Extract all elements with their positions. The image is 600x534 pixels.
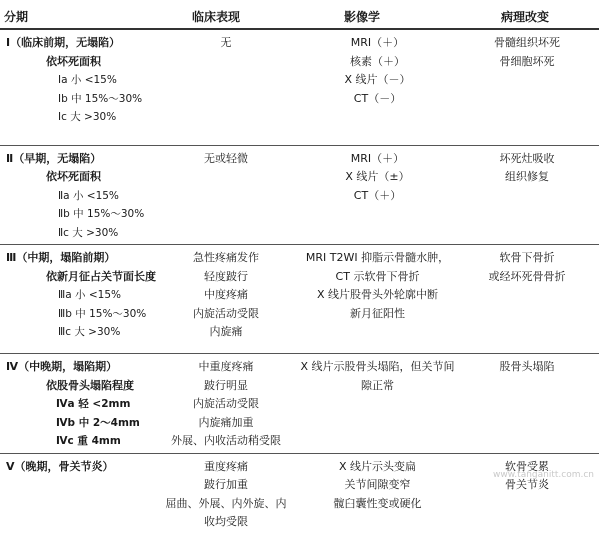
clinical-line: 外展、内收活动稍受限 (171, 434, 281, 447)
pathology-line: 软骨下骨折 (499, 251, 555, 264)
stage-title: Ⅱ（早期，无塌陷） (6, 151, 102, 165)
clinical-line: 内旋痛 (209, 325, 243, 338)
table-body (0, 29, 599, 534)
pathology-line: 股骨头塌陷 (499, 360, 555, 373)
clinical-line: 内旋痛加重 (198, 415, 254, 429)
clinical-cell (152, 29, 300, 145)
header-imaging: 影像学 (300, 4, 455, 29)
clinical-line: 无 (220, 36, 232, 49)
clinical-line: 跛行加重 (204, 478, 248, 491)
clinical-line: 内旋活动受限 (193, 306, 259, 320)
table-row (0, 145, 599, 245)
header-pathology: 病理改变 (455, 4, 599, 29)
imaging-line: 隙正常 (361, 378, 394, 392)
clinical-line: 屈曲、外展、内外旋、内 (165, 496, 287, 510)
stage-level: Ⅳa 轻 <2mm (56, 398, 131, 410)
pathology-cell (455, 453, 599, 534)
imaging-cell (300, 29, 455, 145)
pathology-line: 软骨受累 (505, 459, 549, 473)
table-row (0, 29, 599, 145)
stage-level: Ⅰa 小 <15% (58, 74, 117, 86)
stage-level: Ⅲa 小 <15% (58, 289, 121, 301)
imaging-line: X 线片股骨头外轮廓中断 (316, 288, 439, 301)
imaging-line: 新月征阳性 (350, 306, 405, 320)
clinical-line: 重度疼痛 (204, 459, 248, 473)
imaging-line: 核素（＋） (350, 54, 405, 68)
stage-title: Ⅳ（中晚期，塌陷期） (6, 360, 118, 373)
pathology-line: 骨细胞坏死 (499, 54, 555, 68)
pathology-line: 骨髓组织坏死 (494, 36, 560, 49)
stage-title: Ⅰ（临床前期，无塌陷） (6, 36, 121, 49)
imaging-line: CT 示软骨下骨折 (335, 269, 420, 283)
stage-criterion: 依新月征占关节面长度 (46, 269, 156, 283)
imaging-cell (300, 453, 455, 534)
stage-cell (0, 245, 156, 354)
stage-cell (0, 354, 152, 454)
stage-level: Ⅱc 大 >30% (58, 226, 119, 239)
imaging-cell (300, 245, 455, 354)
imaging-line: 关节间隙变窄 (344, 478, 411, 491)
clinical-line: 收均受限 (204, 515, 248, 528)
stage-criterion: 依股骨头塌陷程度 (46, 378, 134, 392)
stage-level: Ⅳc 重 4mm (56, 435, 121, 447)
stage-level: Ⅲc 大 >30% (58, 326, 121, 338)
stage-level: Ⅲb 中 15%～30% (58, 307, 147, 320)
table-header-row (0, 4, 599, 29)
table-row (0, 354, 599, 454)
imaging-cell (300, 145, 455, 245)
imaging-line: X 线片示股骨头塌陷，但关节间 (300, 360, 455, 373)
stage-level: Ⅰc 大 >30% (58, 111, 117, 123)
table-row (0, 453, 599, 534)
stage-criterion: 依坏死面积 (46, 170, 101, 183)
imaging-line: CT（－） (353, 91, 402, 105)
pathology-cell (455, 354, 599, 454)
imaging-line: X 线片（－） (344, 73, 411, 86)
clinical-cell (152, 453, 300, 534)
imaging-line: MRI（＋） (350, 36, 405, 49)
header-clinical: 临床表现 (152, 4, 300, 29)
stage-cell (0, 29, 152, 145)
staging-table (0, 4, 599, 534)
stage-level: Ⅱb 中 15%～30% (58, 208, 145, 220)
stage-cell (0, 453, 152, 534)
imaging-line: MRI（＋） (350, 151, 405, 165)
imaging-cell (300, 354, 455, 454)
imaging-line: X 线片（±） (345, 170, 410, 183)
pathology-cell (455, 29, 599, 145)
clinical-line: 无或轻微 (204, 151, 248, 165)
pathology-line: 组织修复 (505, 170, 549, 183)
clinical-line: 中度疼痛 (204, 288, 248, 301)
clinical-cell (152, 245, 300, 354)
pathology-cell (455, 145, 599, 245)
clinical-cell (152, 354, 300, 454)
stage-level: Ⅰb 中 15%～30% (58, 92, 143, 105)
stage-level: Ⅱa 小 <15% (58, 189, 119, 202)
pathology-cell (455, 245, 599, 354)
imaging-line: MRI T2WI 抑脂示骨髓水肿， (305, 251, 450, 264)
clinical-line: 急性疼痛发作 (193, 251, 259, 264)
pathology-line: 坏死灶吸收 (499, 151, 555, 165)
watermark: www.tanganitt.com.cn (493, 470, 594, 480)
clinical-line: 内旋活动受限 (193, 397, 259, 410)
pathology-line: 骨关节炎 (505, 478, 549, 491)
stage-criterion: 依坏死面积 (46, 54, 101, 68)
stage-level: Ⅳb 中 2～4mm (56, 416, 140, 429)
pathology-line: 或经坏死骨骨折 (488, 269, 566, 283)
imaging-line: X 线片示头变扁 (338, 459, 417, 473)
header-stage: 分期 (0, 4, 152, 29)
imaging-line: 髋臼囊性变或硬化 (333, 496, 422, 510)
clinical-line: 跛行明显 (204, 378, 248, 392)
clinical-line: 中重度疼痛 (198, 360, 254, 373)
stage-title: Ⅴ（晚期，骨关节炎） (6, 459, 114, 473)
table-row (0, 245, 599, 354)
stage-cell (0, 145, 152, 245)
imaging-line: CT（＋） (353, 188, 402, 202)
clinical-line: 轻度跛行 (204, 269, 248, 283)
stage-title: Ⅲ（中期，塌陷前期） (6, 251, 116, 264)
clinical-cell (152, 145, 300, 245)
